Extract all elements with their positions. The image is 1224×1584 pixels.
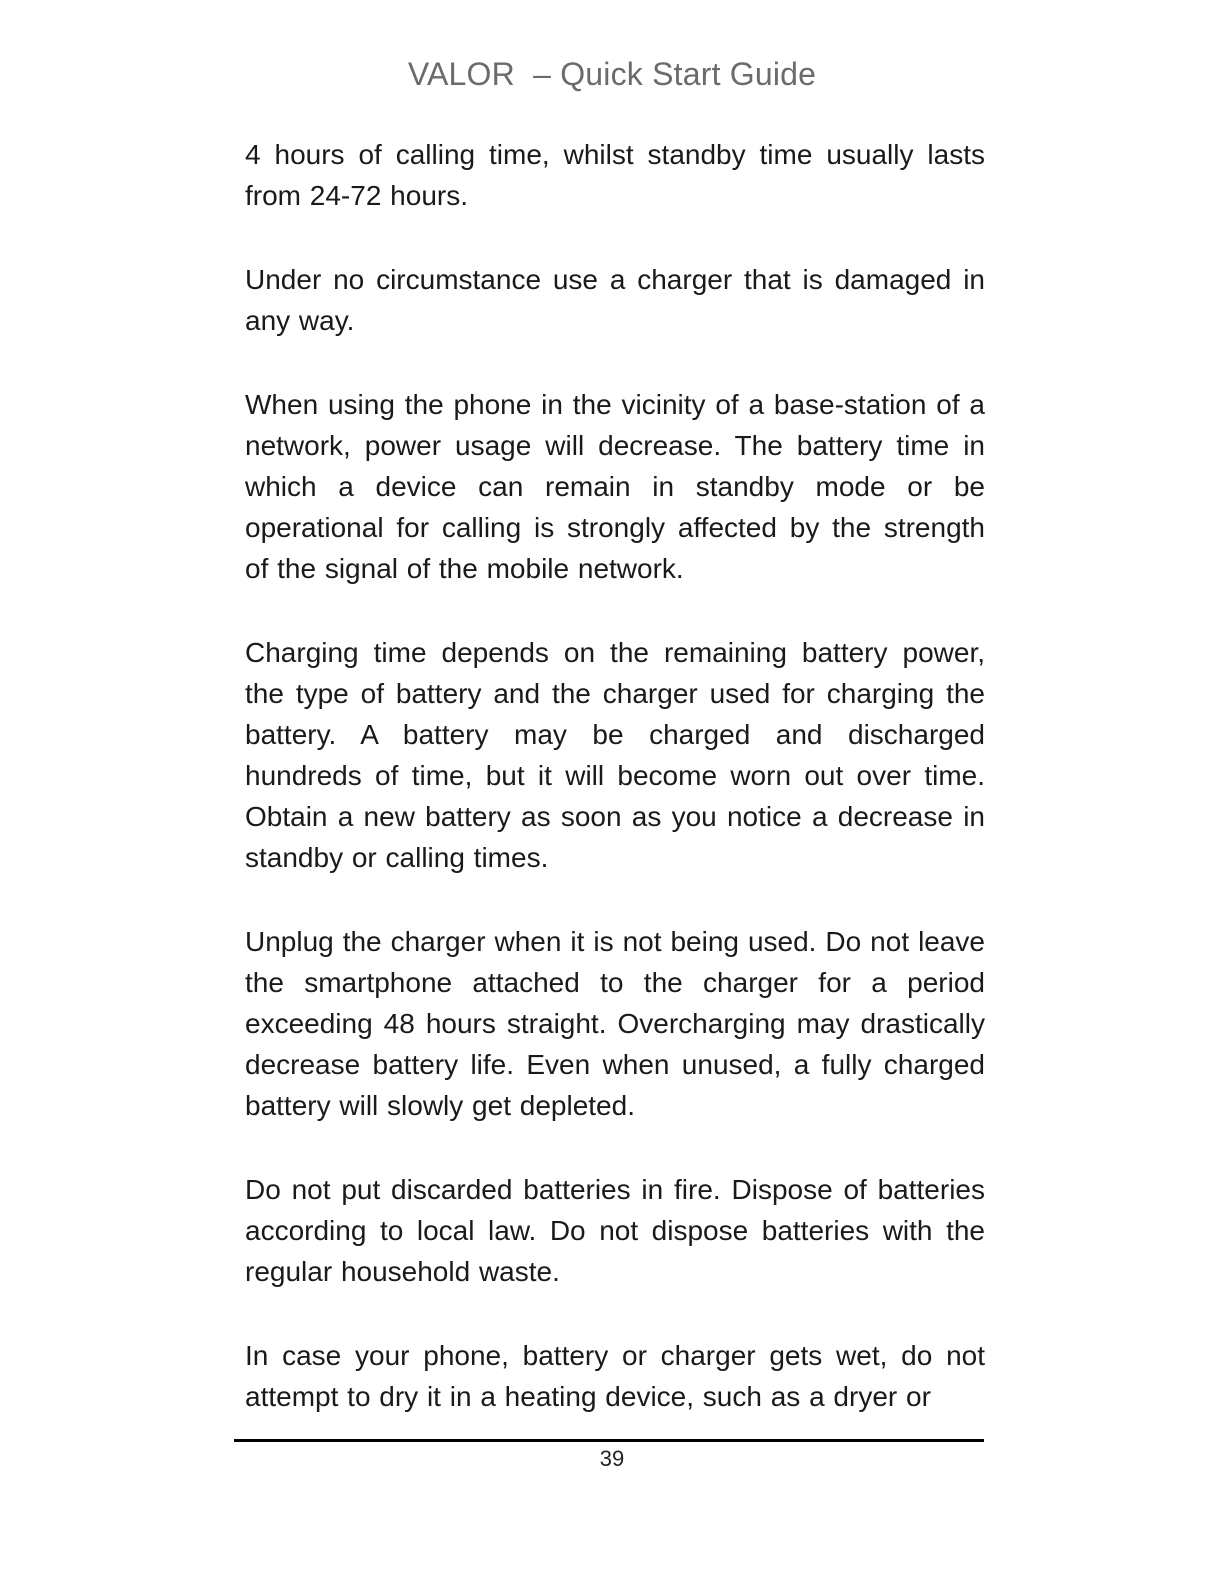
paragraph-damaged-charger: Under no circumstance use a charger that is damaged in any way. — [245, 264, 985, 336]
running-header: VALOR – Quick Start Guide — [407, 56, 817, 92]
body-text — [245, 134, 985, 1417]
paragraph-battery-disposal: Do not put discarded batteries in fire. Dispose of batteries according to local law. Do not dispose batteries with the regular household waste. — [245, 1174, 985, 1287]
paragraph-wet-device: In case your phone, battery or charger gets wet, do not attempt to dry it in a heating device, such as a dryer or — [245, 1340, 985, 1412]
paragraph-base-station: When using the phone in the vicinity of a base-station of a network, power usage will decrease. The battery time in which a device can remain in standby mode or be operational for calling is strongly affected by the strength of the signal of the mobile network. — [245, 389, 985, 584]
paragraph-unplug-charger: Unplug the charger when it is not being used. Do not leave the smartphone attached to the charger for a period exceeding 48 hours straight. Overcharging may drastically decrease battery life. Even when unused, a fully charged battery will slowly get depleted. — [245, 926, 985, 1121]
paragraph-charging-time: Charging time depends on the remaining battery power, the type of battery and the charger used for charging the battery. A battery may be charged and discharged hundreds of time, but it will become worn out over time. Obtain a new battery as soon as you notice a decrease in standby or calling times. — [245, 637, 985, 873]
footer-rule — [234, 1439, 984, 1442]
page-number: 39 — [599, 1446, 625, 1471]
paragraph-battery-life: 4 hours of calling time, whilst standby time usually lasts from 24-72 hours. — [245, 139, 985, 211]
